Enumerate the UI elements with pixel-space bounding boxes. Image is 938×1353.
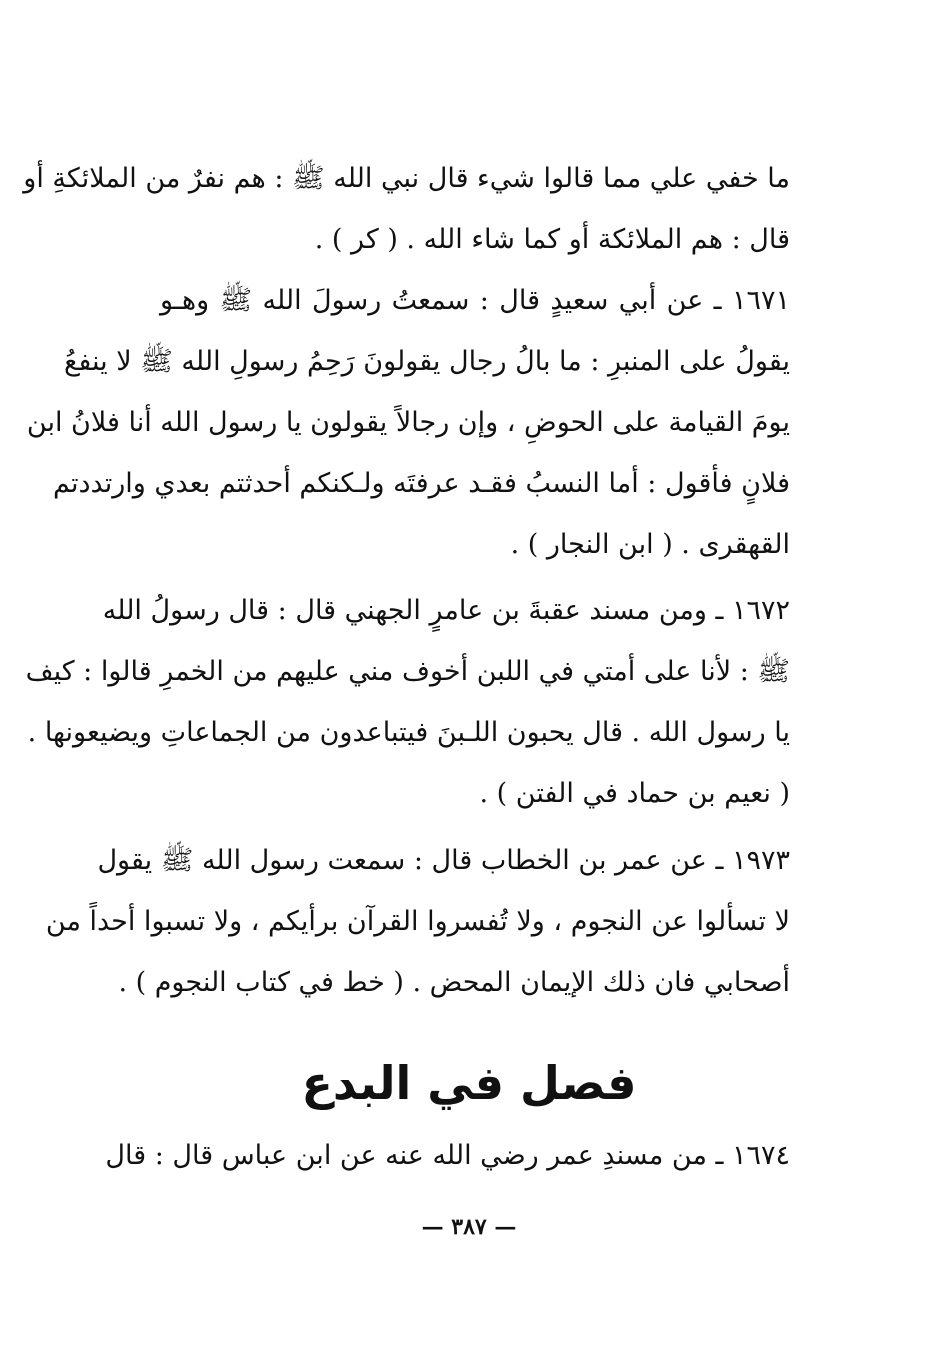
section-heading: فصل في البدع [301, 1056, 637, 1110]
text-line: ما خفي علي مما قالوا شيء قال نبي الله ﷺ : هم نفرٌ من الملائكةِ أو [23, 163, 790, 194]
page-number: — ٣٨٧ — [421, 1214, 517, 1240]
text-line: القهقرى . ( ابن النجار ) . [510, 529, 790, 560]
text-line: ١٦٧٤ ـ من مسندِ عمر رضي الله عنه عن ابن عباس قال : قال [105, 1140, 790, 1171]
hadith-1672 [25, 580, 790, 824]
text-line: ١٦٧٢ ـ ومن مسند عقبةَ بن عامرٍ الجهني قال : قال رسولُ الله [102, 595, 790, 626]
hadith-1671 [26, 270, 790, 575]
text-line: ١٦٧١ ـ عن أبي سعيدٍ قال : سمعتُ رسولَ الله ﷺ وهـو [160, 285, 790, 316]
text-line: لا تسألوا عن النجوم ، ولا تُفسروا القرآن برأيكم ، ولا تسبوا أحداً من [45, 906, 790, 937]
text-line: أصحابي فان ذلك الإيمان المحض . ( خط في كتاب النجوم ) . [118, 967, 790, 998]
paragraph-continuation [23, 148, 790, 270]
text-line: ( نعيم بن حماد في الفتن ) . [479, 778, 790, 809]
hadith-1973 [45, 830, 790, 1013]
text-line: ١٩٧٣ ـ عن عمر بن الخطاب قال : سمعت رسول الله ﷺ يقول [97, 845, 790, 876]
text-line: يا رسول الله . قال يحبون اللـبنَ فيتباعدون من الجماعاتِ ويضيعونها . [27, 717, 790, 748]
text-line: يومَ القيامة على الحوضِ ، وإن رجالاً يقولون يا رسول الله أنا فلانُ ابن [26, 407, 790, 438]
text-line: فلانٍ فأقول : أما النسبُ فقـد عرفتَه ولـكنكم أحدثتم بعدي وارتددتم [53, 468, 790, 499]
hadith-1674 [105, 1125, 790, 1186]
text-line: قال : هم الملائكة أو كما شاء الله . ( كر ) . [314, 224, 790, 255]
text-line: ﷺ : لأنا على أمتي في اللبن أخوف مني عليهم من الخمرِ قالوا : كيف [25, 656, 790, 687]
text-line: يقولُ على المنبرِ : ما بالُ رجال يقولونَ رَحِمُ رسولِ الله ﷺ لا ينفعُ [63, 346, 790, 377]
